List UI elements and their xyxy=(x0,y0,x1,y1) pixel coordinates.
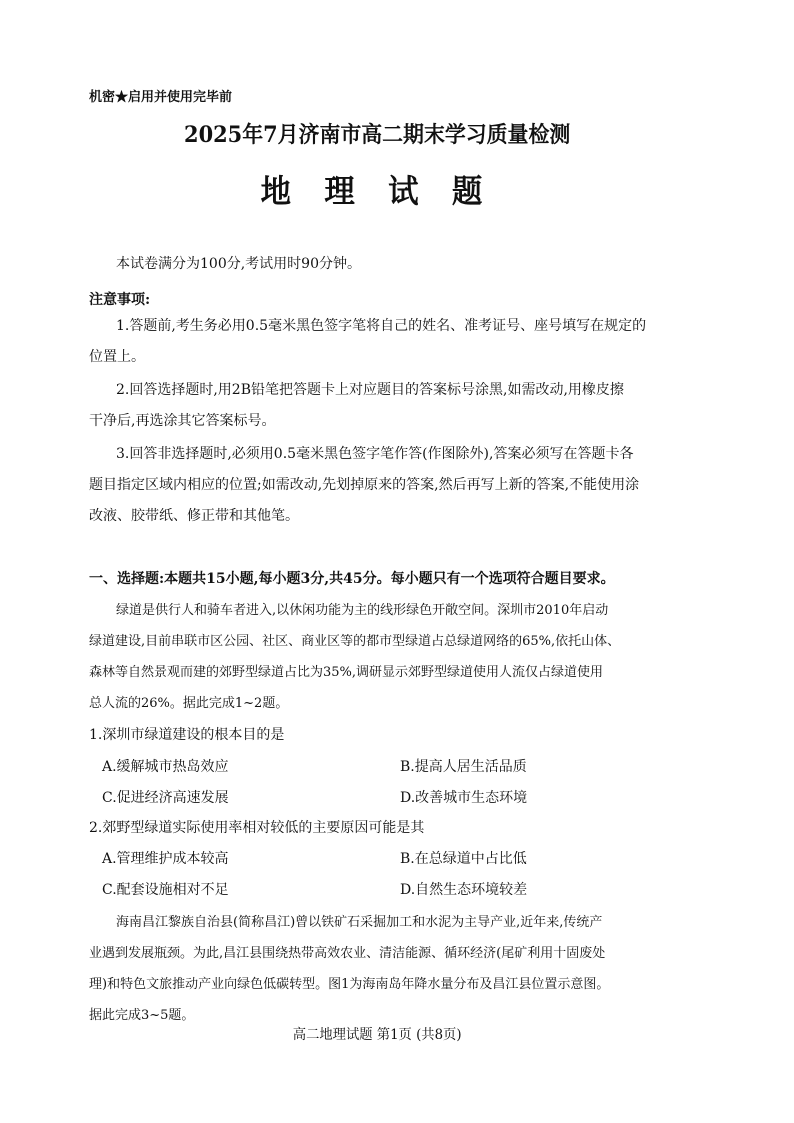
passage-1-line-1: 绿道是供行人和骑车者进入,以休闲功能为主的线形绿色开敞空间。深圳市2010年启动 xyxy=(116,603,609,618)
exam-title: 2025年7月济南市高二期末学习质量检测 xyxy=(184,122,571,148)
q2-option-b: B.在总绿道中占比低 xyxy=(400,851,527,867)
note-1-line-1: 1.答题前,考生务必用0.5毫米黑色签字笔将自己的姓名、准考证号、座号填写在规定的 xyxy=(116,318,647,334)
notes-heading: 注意事项: xyxy=(89,292,151,308)
q1-option-d: D.改善城市生态环境 xyxy=(400,790,528,806)
confidential-label: 机密★启用并使用完毕前 xyxy=(89,90,233,105)
q1-option-a: A.缓解城市热岛效应 xyxy=(102,759,229,775)
note-3-line-1: 3.回答非选择题时,必须用0.5毫米黑色签字笔作答(作图除外),答案必须写在答题卡各 xyxy=(116,446,634,462)
passage-2-line-1: 海南昌江黎族自治县(简称昌江)曾以铁矿石采掘加工和水泥为主导产业,近年来,传统产 xyxy=(116,915,603,930)
intro-text: 本试卷满分为100分,考试用时90分钟。 xyxy=(116,256,361,272)
passage-2-line-4: 据此完成3~5题。 xyxy=(89,1008,195,1023)
subject-title: 地 理 试 题 xyxy=(260,172,494,210)
q2-option-c: C.配套设施相对不足 xyxy=(102,882,229,898)
note-2-line-2: 干净后,再选涂其它答案标号。 xyxy=(89,413,276,429)
question-2: 2.郊野型绿道实际使用率相对较低的主要原因可能是其 xyxy=(89,820,425,836)
q1-option-c: C.促进经济高速发展 xyxy=(102,790,229,806)
passage-1-line-3: 森林等自然景观而建的郊野型绿道占比为35%,调研显示郊野型绿道使用人流仅占绿道使用 xyxy=(89,665,604,680)
question-1: 1.深圳市绿道建设的根本目的是 xyxy=(89,727,285,743)
note-1-line-2: 位置上。 xyxy=(89,349,145,365)
note-3-line-3: 改液、胶带纸、修正带和其他笔。 xyxy=(89,508,299,524)
page-footer: 高二地理试题 第1页 (共8页) xyxy=(292,1027,462,1043)
section-1-heading: 一、选择题:本题共15小题,每小题3分,共45分。每小题只有一个选项符合题目要求。 xyxy=(89,571,615,587)
q2-option-d: D.自然生态环境较差 xyxy=(400,882,528,898)
passage-2-line-3: 理)和特色文旅推动产业向绿色低碳转型。图1为海南岛年降水量分布及昌江县位置示意图。 xyxy=(89,977,610,992)
note-2-line-1: 2.回答选择题时,用2B铅笔把答题卡上对应题目的答案标号涂黑,如需改动,用橡皮擦 xyxy=(116,382,624,398)
passage-1-line-2: 绿道建设,目前串联市区公园、社区、商业区等的都市型绿道占总绿道网络的65%,依托山体、 xyxy=(89,634,621,649)
q1-option-b: B.提高人居生活品质 xyxy=(400,759,527,775)
note-3-line-2: 题目指定区域内相应的位置;如需改动,先划掉原来的答案,然后再写上新的答案,不能使用涂 xyxy=(89,477,640,493)
passage-2-line-2: 业遇到发展瓶颈。为此,昌江县围绕热带高效农业、清洁能源、循环经济(尾矿利用十固废处 xyxy=(89,946,606,961)
q2-option-a: A.管理维护成本较高 xyxy=(102,851,229,867)
passage-1-line-4: 总人流的26%。据此完成1~2题。 xyxy=(89,696,289,711)
